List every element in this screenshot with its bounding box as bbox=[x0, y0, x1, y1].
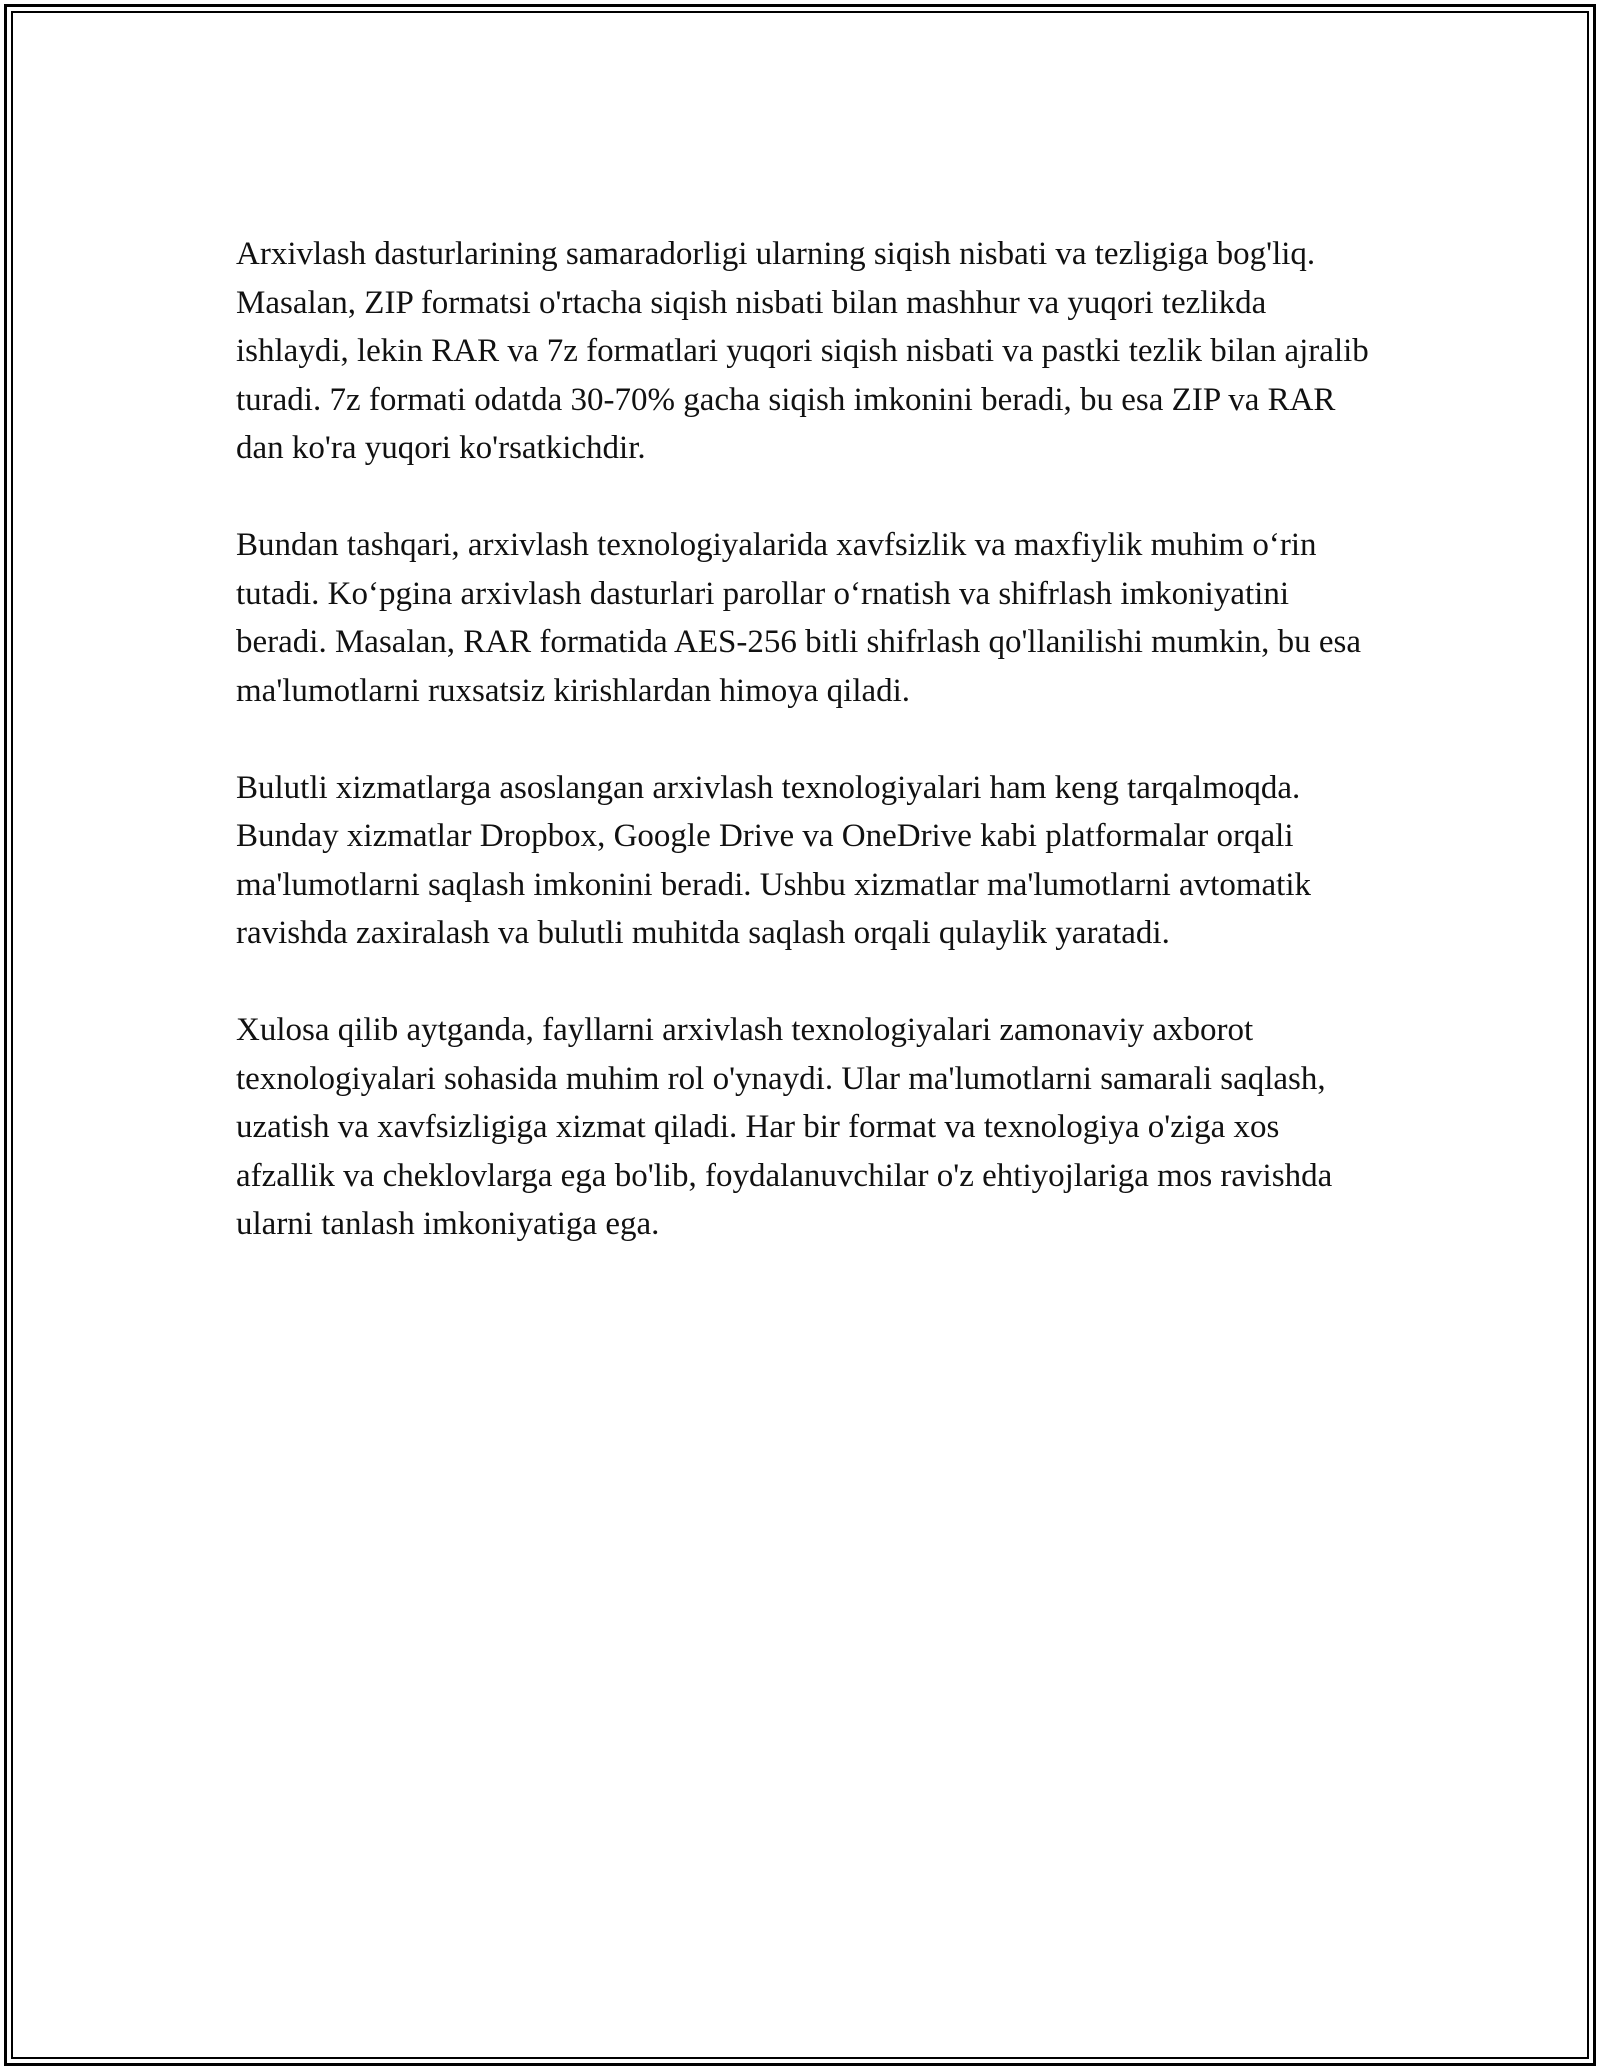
paragraph-conclusion: Xulosa qilib aytganda, fayllarni arxivlash texnologiyalari zamonaviy axborot texnologiyalari sohasida muhim rol o'ynaydi. Ular ma'lumotlarni samarali saqlash, uzatish va xavfsizligiga xizmat qiladi. Har bir format va texnologiya o'ziga xos afzallik va cheklovlarga ega bo'lib, foydalanuvchilar o'z ehtiyojlariga mos ravishda ularni tanlash imkoniyatiga ega. bbox=[236, 1012, 1333, 1242]
paragraph-cloud-services: Bulutli xizmatlarga asoslangan arxivlash texnologiyalari ham keng tarqalmoqda. Bunday xizmatlar Dropbox, Google Drive va OneDrive kabi platformalar orqali ma'lumotlarni saqlash imkonini beradi. Ushbu xizmatlar ma'lumotlarni avtomatik ravishda zaxiralash va bulutli muhitda saqlash orqali qulaylik yaratadi. bbox=[236, 769, 1311, 951]
document-body bbox=[236, 230, 1376, 1297]
paragraph-security-encryption: Bundan tashqari, arxivlash texnologiyalarida xavfsizlik va maxfiylik muhim o‘rin tutadi. Ko‘pgina arxivlash dasturlari parollar o‘rnatish va shifrlash imkoniyatini beradi. Masalan, RAR formatida AES-256 bitli shifrlash qo'llanilishi mumkin, bu esa ma'lumotlarni ruxsatsiz kirishlardan himoya qiladi. bbox=[236, 527, 1362, 709]
paragraph-compression-efficiency: Arxivlash dasturlarining samaradorligi ularning siqish nisbati va tezligiga bog'liq. Masalan, ZIP formatsi o'rtacha siqish nisbati bilan mashhur va yuqori tezlikda ishlaydi, lekin RAR va 7z formatlari yuqori siqish nisbati va pastki tezlik bilan ajralib turadi. 7z formati odatda 30-70% gacha siqish imkonini beradi, bu esa ZIP va RAR dan ko'ra yuqori ko'rsatkichdir. bbox=[236, 236, 1369, 466]
